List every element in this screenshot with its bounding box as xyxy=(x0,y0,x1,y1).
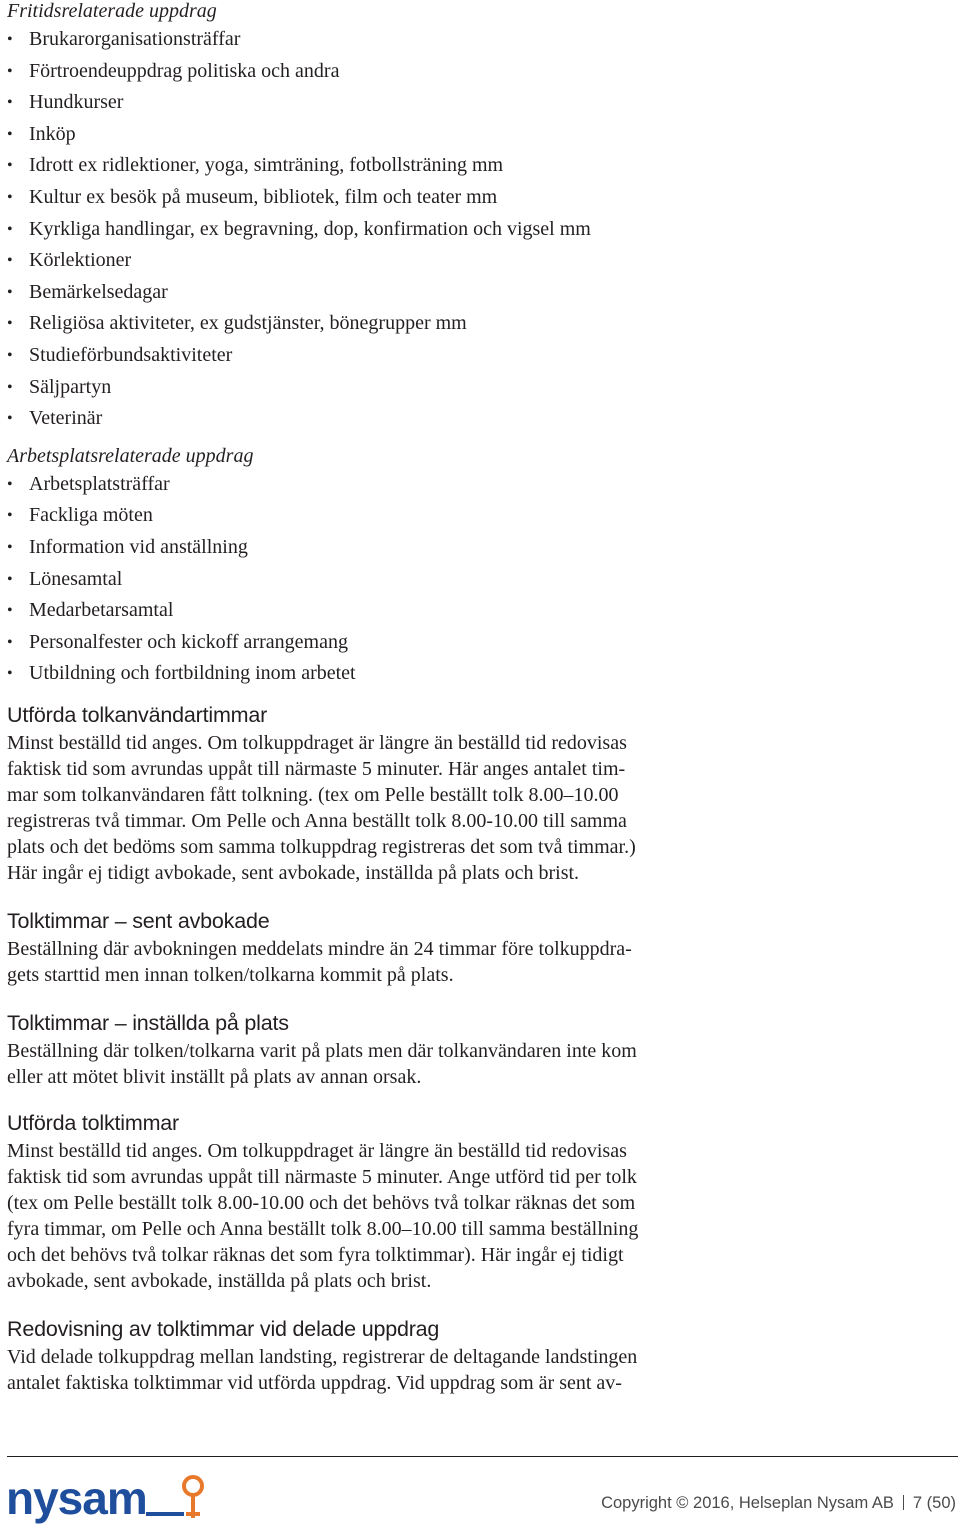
list-item-text: Personalfester och kickoff arrangemang xyxy=(29,630,348,653)
list-item xyxy=(7,245,952,277)
paragraph-line: Här ingår ej tidigt avbokade, sent avbokade, inställda på plats och brist. xyxy=(7,861,580,884)
list-item xyxy=(7,500,952,532)
list-item xyxy=(7,150,952,182)
list-item-text: Medarbetarsamtal xyxy=(29,599,174,622)
paragraph-line: faktisk tid som avrundas uppåt till närmaste 5 minuter. Ange utförd tid per tolk xyxy=(7,1165,637,1188)
bullet-icon: • xyxy=(7,252,13,270)
list-item xyxy=(7,24,952,56)
document-content xyxy=(7,0,952,1396)
list-item-text: Utbildning och fortbildning inom arbetet xyxy=(29,662,356,685)
list-item xyxy=(7,658,952,690)
bullet-icon: • xyxy=(7,475,13,493)
logo-keyhole-stem xyxy=(186,1496,200,1518)
paragraph-sent-avbokade xyxy=(7,936,952,988)
paragraph-line: Minst beställd tid anges. Om tolkuppdraget är längre än beställd tid redovisas xyxy=(7,1139,627,1162)
nysam-logo-graphic xyxy=(6,1470,211,1526)
category-heading-fritid: Fritidsrelaterade uppdrag xyxy=(7,0,217,22)
list-item xyxy=(7,87,952,119)
paragraph-line: registreras två timmar. Om Pelle och Anna beställt tolk 8.00-10.00 till samma xyxy=(7,809,627,832)
paragraph-line: Beställning där avbokningen meddelats mindre än 24 timmar före tolkuppdra- xyxy=(7,937,632,960)
paragraph-installda xyxy=(7,1038,952,1090)
paragraph-line: avbokade, sent avbokade, inställda på plats och brist. xyxy=(7,1269,432,1292)
list-item xyxy=(7,182,952,214)
copyright-text: Copyright © 2016, Helseplan Nysam AB xyxy=(601,1494,894,1512)
list-item-text: Bemärkelsedagar xyxy=(29,280,168,303)
bullet-icon: • xyxy=(7,157,13,175)
list-item xyxy=(7,56,952,88)
list-item-text: Kultur ex besök på museum, bibliotek, film och teater mm xyxy=(29,185,498,208)
list-item-text: Veterinär xyxy=(29,407,103,430)
list-item-text: Idrott ex ridlektioner, yoga, simträning, fotbollsträning mm xyxy=(29,154,504,177)
bullet-list-arbete xyxy=(7,469,952,690)
paragraph-utforda-tolktimmar xyxy=(7,1138,952,1294)
list-item xyxy=(7,214,952,246)
bullet-icon: • xyxy=(7,665,13,683)
bullet-icon: • xyxy=(7,633,13,651)
paragraph-line: och det behövs två tolkar räknas det som fyra tolktimmar). Här ingår ej tidigt xyxy=(7,1243,624,1266)
list-item xyxy=(7,469,952,501)
bullet-icon: • xyxy=(7,602,13,620)
footer-divider xyxy=(7,1456,958,1457)
category-heading-arbete: Arbetsplatsrelaterade uppdrag xyxy=(7,444,254,467)
list-item-text: Hundkurser xyxy=(29,91,124,114)
paragraph-line: Vid delade tolkuppdrag mellan landsting, registrerar de deltagande landstingen xyxy=(7,1345,638,1368)
page-footer xyxy=(601,1494,956,1513)
list-item-text: Fackliga möten xyxy=(29,504,153,527)
bullet-icon: • xyxy=(7,538,13,556)
paragraph-line: antalet faktiska tolktimmar vid utförda uppdrag. Vid uppdrag som är sent av- xyxy=(7,1371,622,1394)
section-heading-sent-avbokade: Tolktimmar – sent avbokade xyxy=(7,908,270,933)
paragraph-utforda-tolkanvandartimmar xyxy=(7,730,952,886)
logo-wordmark: nysam xyxy=(6,1472,147,1524)
footer-separator xyxy=(903,1495,904,1510)
list-item xyxy=(7,403,952,435)
bullet-icon: • xyxy=(7,94,13,112)
paragraph-line: Minst beställd tid anges. Om tolkuppdraget är längre än beställd tid redovisas xyxy=(7,731,627,754)
list-item xyxy=(7,340,952,372)
nysam-logo xyxy=(6,1470,211,1526)
section-heading-installda: Tolktimmar – inställda på plats xyxy=(7,1010,289,1035)
paragraph-line: faktisk tid som avrundas uppåt till närmaste 5 minuter. Här anges antalet tim- xyxy=(7,757,626,780)
bullet-icon: • xyxy=(7,62,13,80)
paragraph-line: (tex om Pelle beställt tolk 8.00-10.00 och det behövs två tolkar räknas det som xyxy=(7,1191,636,1214)
bullet-icon: • xyxy=(7,507,13,525)
paragraph-line: eller att mötet blivit inställt på plats av annan orsak. xyxy=(7,1065,422,1088)
list-item-text: Studieförbundsaktiviteter xyxy=(29,343,233,366)
list-item xyxy=(7,119,952,151)
bullet-icon: • xyxy=(7,220,13,238)
bullet-icon: • xyxy=(7,315,13,333)
paragraph-line: mar som tolkanvändaren fått tolkning. (tex om Pelle beställt tolk 8.00–10.00 xyxy=(7,783,619,806)
paragraph-delade xyxy=(7,1344,952,1396)
bullet-icon: • xyxy=(7,31,13,48)
list-item-text: Brukarorganisationsträffar xyxy=(29,28,241,50)
logo-keyhole-ring xyxy=(184,1477,202,1495)
bullet-icon: • xyxy=(7,378,13,396)
section-heading-delade: Redovisning av tolktimmar vid delade uppdrag xyxy=(7,1316,440,1341)
bullet-icon: • xyxy=(7,410,13,428)
bullet-icon: • xyxy=(7,188,13,206)
bullet-icon: • xyxy=(7,125,13,143)
list-item-text: Förtroendeuppdrag politiska och andra xyxy=(29,59,340,82)
paragraph-line: gets starttid men innan tolken/tolkarna kommit på plats. xyxy=(7,963,454,986)
list-item-text: Arbetsplatsträffar xyxy=(29,472,170,495)
paragraph-line: plats och det bedöms som samma tolkuppdrag registreras det som två timmar.) xyxy=(7,835,636,858)
list-item xyxy=(7,627,952,659)
list-item-text: Säljpartyn xyxy=(29,375,112,398)
bullet-list-fritid xyxy=(7,24,952,435)
bullet-icon: • xyxy=(7,570,13,588)
list-item-text: Körlektioner xyxy=(29,249,132,272)
page-number: 7 (50) xyxy=(912,1494,956,1512)
list-item-text: Information vid anställning xyxy=(29,535,248,558)
list-item-text: Kyrkliga handlingar, ex begravning, dop, konfirmation och vigsel mm xyxy=(29,217,591,240)
list-item xyxy=(7,564,952,596)
list-item xyxy=(7,308,952,340)
list-item-text: Lönesamtal xyxy=(29,567,123,590)
bullet-icon: • xyxy=(7,346,13,364)
section-heading-utforda-tolkanvandartimmar: Utförda tolkanvändartimmar xyxy=(7,702,268,727)
list-item xyxy=(7,595,952,627)
list-item xyxy=(7,277,952,309)
list-item-text: Religiösa aktiviteter, ex gudstjänster, bönegrupper mm xyxy=(29,312,467,335)
section-heading-utforda-tolktimmar: Utförda tolktimmar xyxy=(7,1110,180,1135)
list-item-text: Inköp xyxy=(29,122,76,145)
list-item xyxy=(7,532,952,564)
paragraph-line: Beställning där tolken/tolkarna varit på plats men där tolkanvändaren inte kom xyxy=(7,1039,637,1062)
list-item xyxy=(7,372,952,404)
paragraph-line: fyra timmar, om Pelle och Anna beställt tolk 8.00–10.00 till samma beställning xyxy=(7,1217,639,1240)
bullet-icon: • xyxy=(7,283,13,301)
